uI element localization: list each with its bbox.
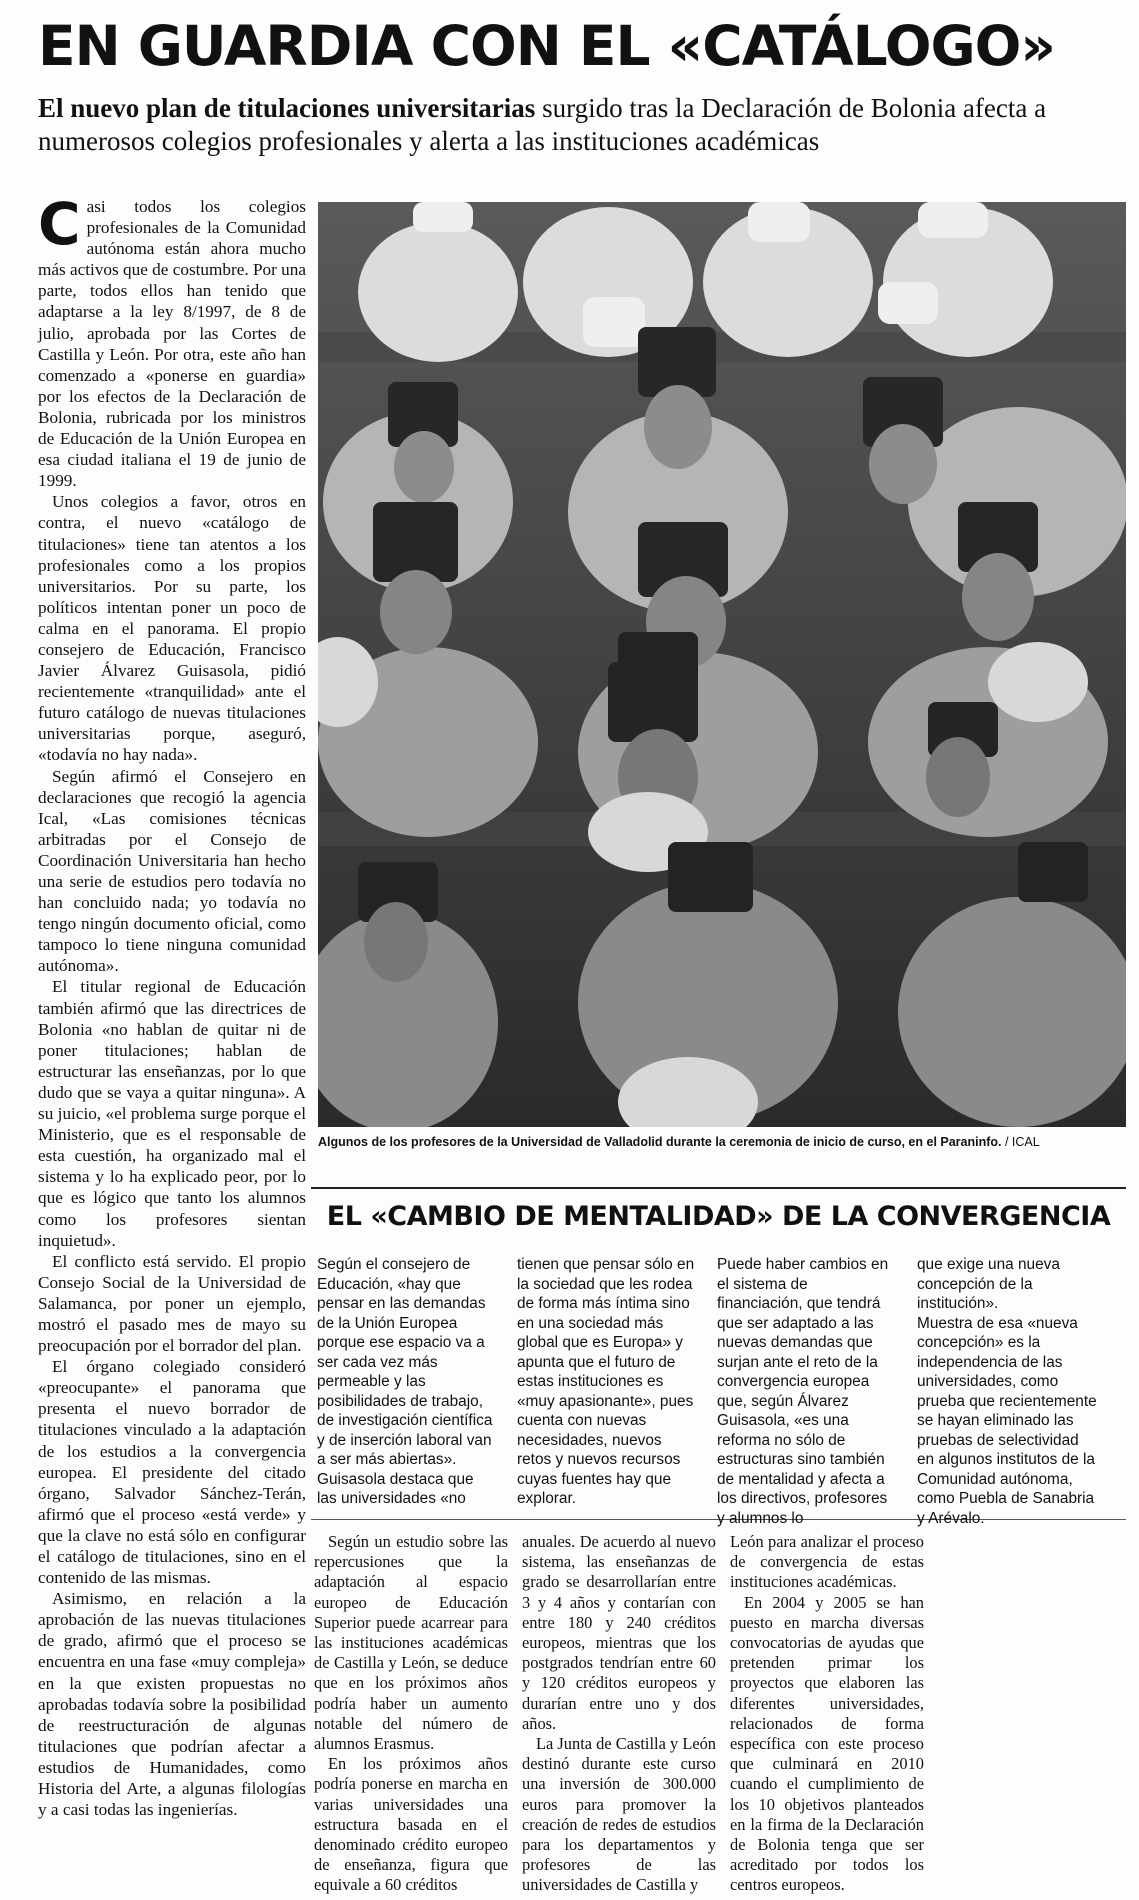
sidebar-title: EL «CAMBIO DE MENTALIDAD» DE LA CONVERGENCIA xyxy=(326,1201,1111,1232)
article-paragraph-5: El conflicto está servido. El propio Consejo Social de la Universidad de Salamanca, por poner un ejemplo, mostró el pasado mes de mayo su preocupación por el borrador del plan. xyxy=(38,1251,306,1356)
lower-column-1 xyxy=(314,1532,508,1896)
article-paragraph-2: Unos colegios a favor, otros en contra, el nuevo «catálogo de titulaciones» tiene tan atentos a los profesionales como a los propios universitarios. Por su parte, los políticos intentan poner un poco de calma en el panorama. El propio consejero de Educación, Francisco Javier Álvarez Guisasola, pidió recientemente «tranquilidad» ante el futuro catálogo de nuevas titulaciones universitarias porque, aseguró, «todavía no hay nada». xyxy=(38,492,306,765)
article-paragraph-7: Asimismo, en relación a la aprobación de las nuevas titulaciones de grado, afirmó que el proceso se encuentra en una fase «muy compleja» en la que existen propuestas no aprobadas todavía sobre la posibilidad de reestructuración de algunas titulaciones que podrían afectar a estudios de Humanidades, como Historia del Arte, a algunas filologías y a casi todas las ingenierías. xyxy=(38,1589,306,1820)
lower-col1-paragraph-2: En los próximos años podría ponerse en marcha en varias universidades una estructura basada en el denominado crédito europeo de enseñanza, figura que equivale a 60 créditos xyxy=(314,1754,508,1895)
lower-column-3 xyxy=(730,1532,924,1896)
ceremony-photo xyxy=(318,202,1126,1127)
sidebar-column-1 xyxy=(317,1255,497,1509)
subheadline-rest: surgido tras la Declaración de Bolonia afecta a numerosos colegios profesionales y alerta a las instituciones académicas xyxy=(38,93,1047,156)
lower-col1-paragraph-1: Según un estudio sobre las repercusiones que la adaptación al espacio europeo de Educación Superior puede acarrear para las instituciones académicas de Castilla y León, se deduce que en los próximos años podría haber un aumento notable del número de alumnos Erasmus. xyxy=(314,1532,508,1754)
lower-col2-paragraph-1: anuales. De acuerdo al nuevo sistema, las enseñanzas de grado se desarrollarían entre 3 y 4 años y contarían con entre 180 y 240 créditos europeos, mientras que los postgrados tendrían entre 60 y 120 créditos europeos y durarían entre uno y dos años. xyxy=(522,1532,716,1733)
article-paragraph-3: Según afirmó el Consejero en declaraciones que recogió la agencia Ical, «Las comisiones técnicas arbitradas por el Consejo de Coordinación Universitaria han hecho una serie de estudios pero todavía no han concluido nada; yo todavía no tengo ningún documento oficial, como tampoco lo tiene ninguna comunidad autónoma». xyxy=(38,766,306,976)
lower-col3-paragraph-1: León para analizar el proceso de convergencia de estas instituciones académicas. xyxy=(730,1532,924,1592)
sidebar-column-4 xyxy=(917,1255,1097,1528)
sidebar-col1-paragraph-2: Guisasola destaca que las universidades «no xyxy=(317,1470,474,1507)
sidebar-col1-paragraph-1: Según el consejero de Educación, «hay que pensar en las demandas de la Unión Europea porque ese espacio va a ser cada vez más permeable y las posibilidades de trabajo, de investigación científica y de inserción laboral van a ser más abiertas». xyxy=(317,1256,493,1468)
headline: EN GUARDIA CON EL «CATÁLOGO» xyxy=(38,14,1055,78)
sidebar-col3-paragraph: Puede haber cambios en el sistema de financiación, que tendrá que ser adaptado a las nuevas demandas que surjan ante el reto de la convergencia europea que, según Álvarez Guisasola, «es una reforma no sólo de estructuras sino también de mentalidad y afecta a los directivos, profesores y alumnos lo xyxy=(717,1256,889,1527)
article-paragraph-6: El órgano colegiado consideró «preocupante» el panorama que presenta el nuevo borrador de titulaciones vinculado a la adaptación de los estudios a la convergencia europea. El presidente del citado órgano, Salvador Sánchez-Terán, afirmó que el proceso «está verde» y que la clave no está sólo en configurar el catálogo de titulaciones, sino en el contenido de las mismas. xyxy=(38,1357,306,1588)
article-paragraph-4: El titular regional de Educación también afirmó que las directrices de Bolonia «no hablan de quitar ni de poner titulaciones; hablan de estructurar las enseñanzas, por lo que dudo que se vaya a quitar ninguna». A su juicio, «el problema surge porque el Ministerio, que es el responsable de esta cuestión, ha organizado mal el sistema y lo ha explicado peor, por lo que es lógico que tanto los alumnos como los profesores sientan inquietud». xyxy=(38,977,306,1250)
sidebar-col4-paragraph-2: Muestra de esa «nueva concepción» es la independencia de las universidades, como prueba que recientemente se hayan eliminado las pruebas de selectividad en algunos institutos de la Comunidad autónoma, como Puebla de Sanabria y Arévalo. xyxy=(917,1314,1097,1527)
subheadline-bold: El nuevo plan de titulaciones universitarias xyxy=(38,93,536,123)
photo-credit: / ICAL xyxy=(1001,1135,1040,1149)
lower-col3-paragraph-2: En 2004 y 2005 se han puesto en marcha diversas convocatorias de ayudas que pretenden primar los proyectos que elaboren las diferentes universidades, relacionados de forma específica con este proceso que culminará en 2010 cuando el cumplimiento de los 10 objetivos planteados en la firma de la Declaración de Bolonia tenga que ser acreditado por todos los centros europeos. xyxy=(730,1592,924,1895)
sidebar-column-3 xyxy=(717,1255,897,1528)
sidebar-column-2 xyxy=(517,1255,697,1509)
lower-column-2 xyxy=(522,1532,716,1896)
sidebar-box xyxy=(311,1187,1126,1527)
drop-cap: C xyxy=(38,190,81,258)
lower-col2-paragraph-2: La Junta de Castilla y León destinó durante este curso una inversión de 300.000 euros para promover la creación de redes de estudios para los departamentos y profesores de las universidades de Castilla y xyxy=(522,1734,716,1895)
sidebar-col2-paragraph: tienen que pensar sólo en la sociedad que les rodea de forma más íntima sino en una sociedad más global que es Europa» y apunta que el futuro de estas instituciones es «muy apasionante», pues cuenta con nuevas necesidades, nuevos retos y nuevos recursos cuyas fuentes hay que explorar. xyxy=(517,1256,695,1507)
subheadline xyxy=(38,92,1118,158)
article-paragraph-1 xyxy=(38,190,306,491)
photo-caption xyxy=(318,1134,1126,1150)
professors-photo-illustration xyxy=(318,202,1126,1127)
main-article-column xyxy=(38,190,306,1820)
caption-text: Algunos de los profesores de la Universidad de Valladolid durante la ceremonia de inicio de curso, en el Paraninfo. xyxy=(318,1135,1002,1149)
paragraph-1-text: asi todos los colegios profesionales de la Comunidad autónoma están ahora mucho más activos que de costumbre. Por una parte, todos ellos han tenido que adaptarse a la ley 8/1997, de 8 de julio, aprobada por las Cortes de Castilla y León. Por otra, este año han comenzado a «ponerse en guardia» por los efectos de la Declaración de Bolonia, rubricada por los ministros de Educación de la Unión Europea en esa ciudad italiana el 19 de junio de 1999. xyxy=(38,197,306,491)
sidebar-col4-paragraph-1: que exige una nueva concepción de la institución». xyxy=(917,1256,1060,1312)
